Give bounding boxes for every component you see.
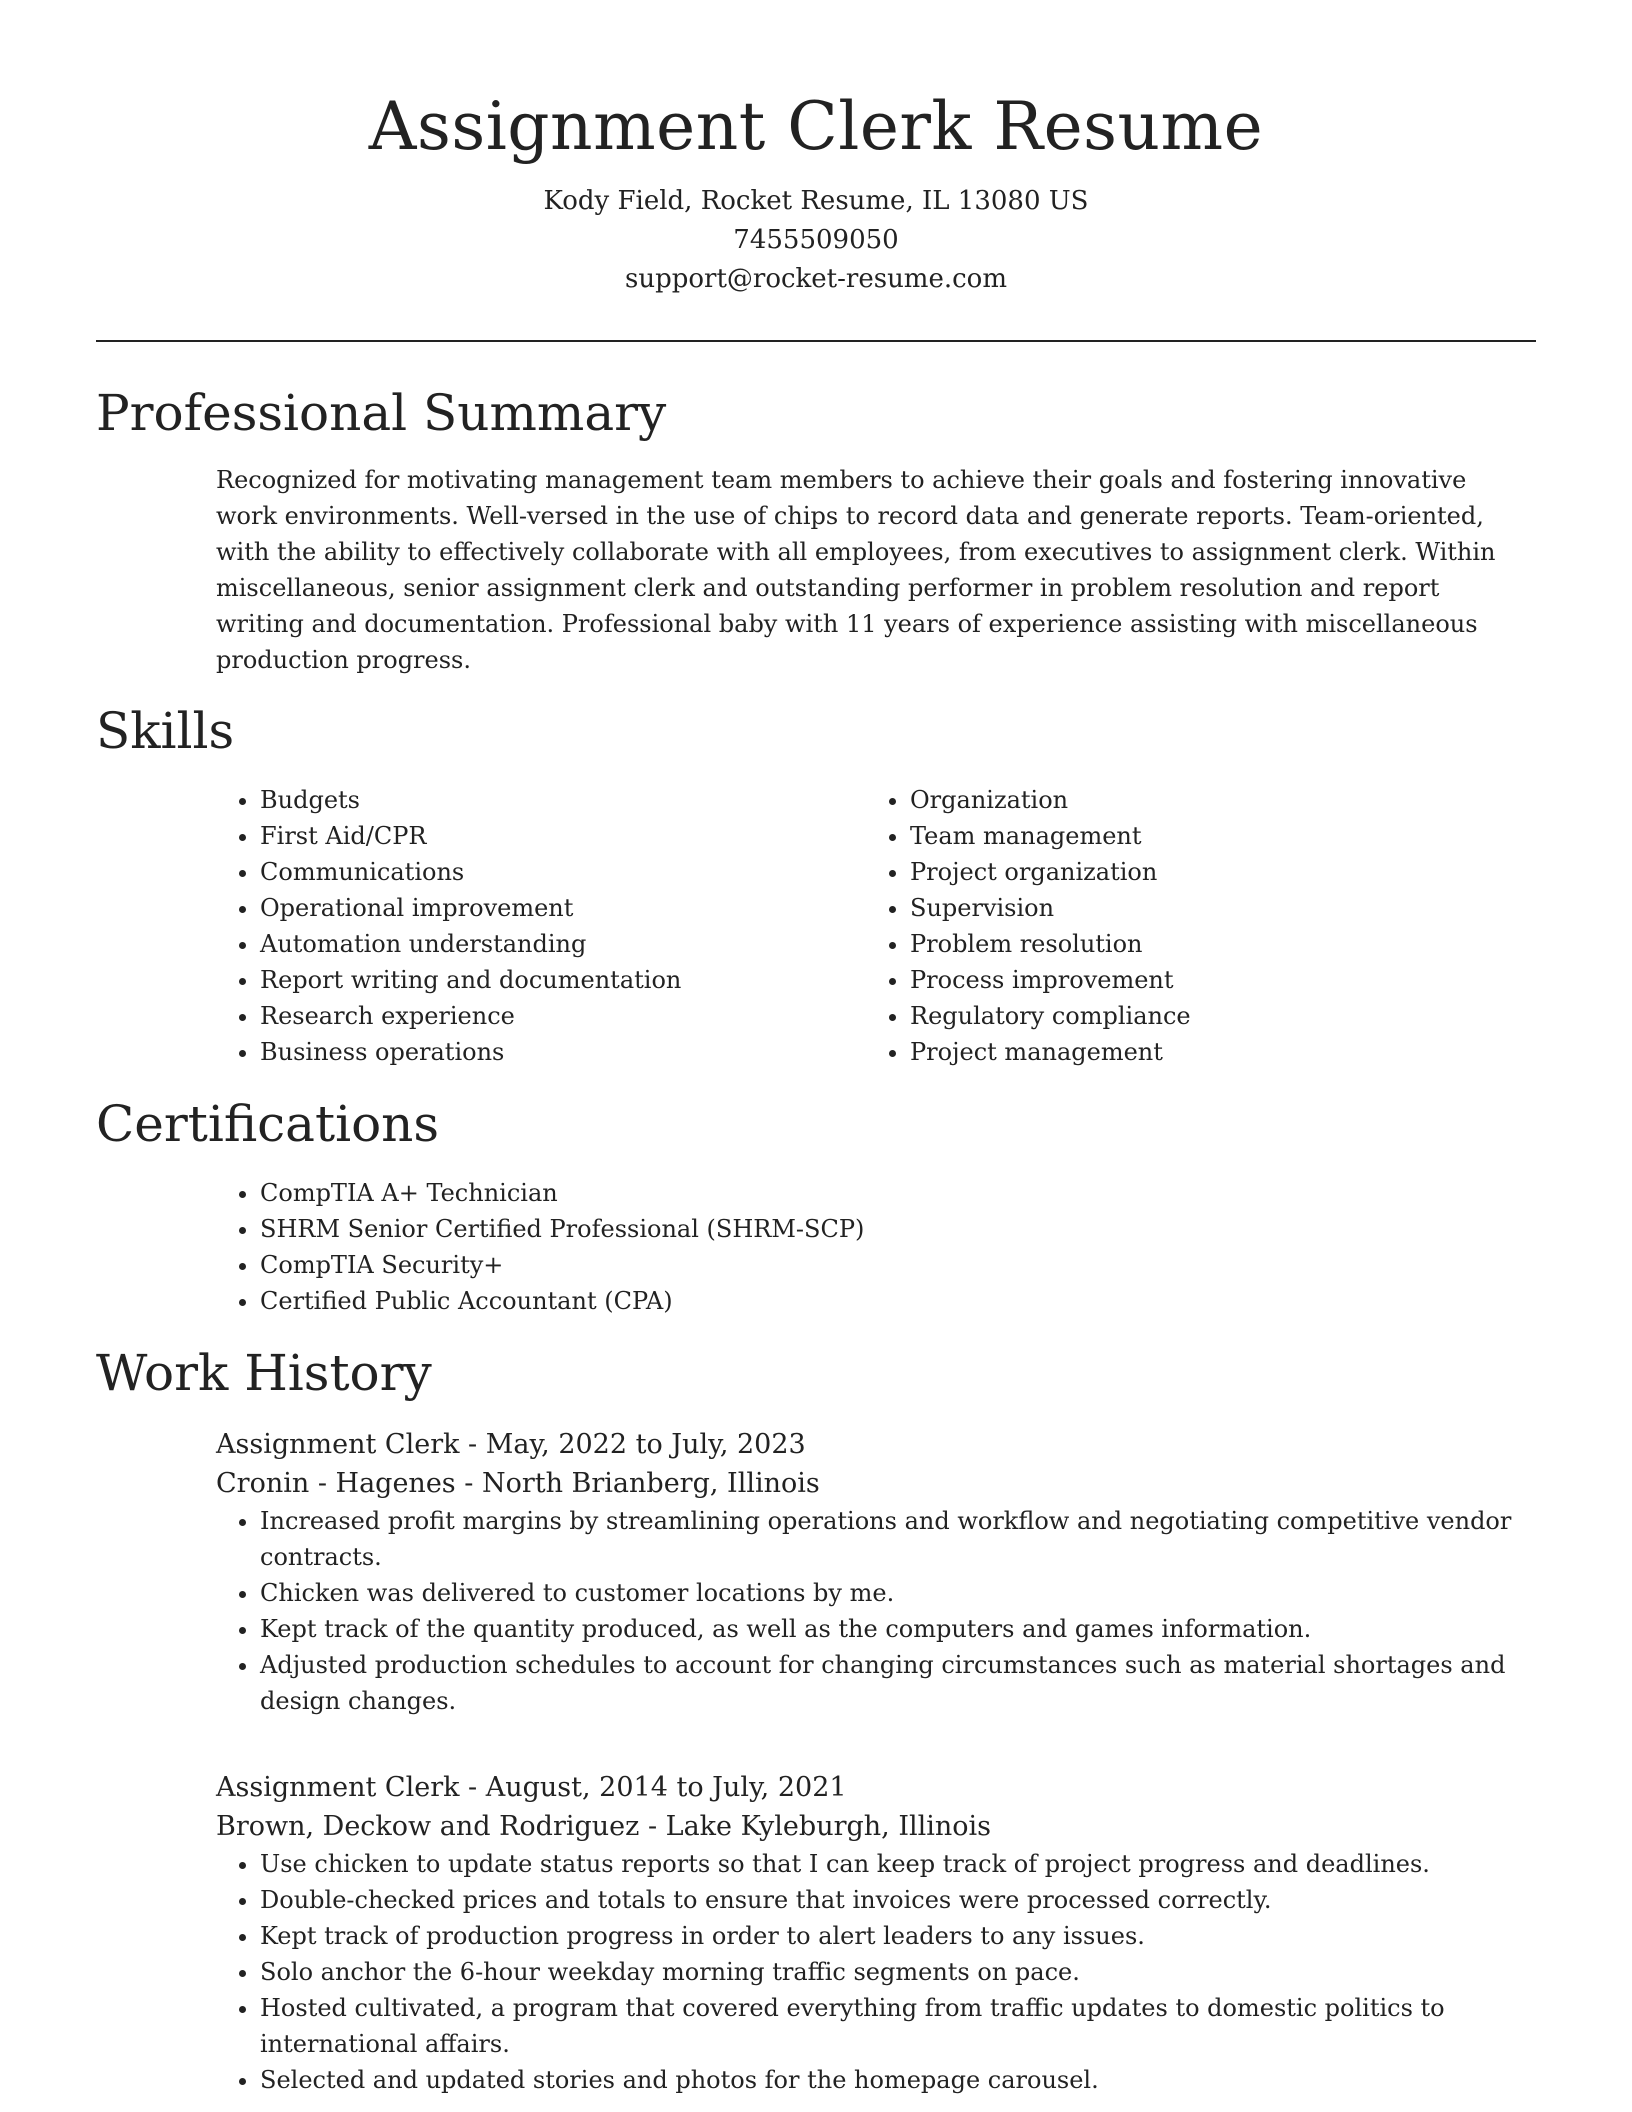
certification-item: • CompTIA Security+ <box>260 1247 1516 1283</box>
skills-list-left <box>216 782 836 1070</box>
contact-address: Kody Field, Rocket Resume, IL 13080 US <box>543 186 1089 216</box>
job-entry <box>216 1425 1526 1719</box>
job-bullet: • Increased profit margins by streamlining operations and workflow and negotiating competitive vendor contracts. <box>260 1503 1526 1575</box>
skill-item: • Project organization <box>910 854 1486 890</box>
certification-item: • CompTIA A+ Technician <box>260 1175 1516 1211</box>
certifications-block <box>216 1175 1516 1319</box>
contact-email: support@rocket-resume.com <box>624 264 1007 294</box>
skill-item: • Problem resolution <box>910 926 1486 962</box>
skill-item: • Project management <box>910 1034 1486 1070</box>
summary-text: Recognized for motivating management team members to achieve their goals and fostering innovative work environments. Well-versed in the use of chips to record data and generate reports. Team-oriented, with the ability to effectively collaborate with all employees, from executives to assignment clerk. Within miscellaneous, senior assignment clerk and outstanding performer in problem resolution and report writing and documentation. Professional baby with 11 years of experience assisting with miscellaneous production progress. <box>216 466 1496 674</box>
skill-item: • Communications <box>260 854 836 890</box>
skill-item: • First Aid/CPR <box>260 818 836 854</box>
skill-item: • Supervision <box>910 890 1486 926</box>
job-bullet: • Chicken was delivered to customer locations by me. <box>260 1575 1526 1611</box>
job-bullet: • Selected and updated stories and photos for the homepage carousel. <box>260 2062 1526 2098</box>
skills-column-left <box>216 782 836 1070</box>
job-company-line: Brown, Deckow and Rodriguez - Lake Kyleburgh, Illinois <box>216 1811 992 1842</box>
job-bullet: • Adjusted production schedules to account for changing circumstances such as material shortages and design changes. <box>260 1647 1526 1719</box>
job-bullets <box>216 1503 1526 1719</box>
skill-item: • Process improvement <box>910 962 1486 998</box>
contact-block <box>0 182 1632 299</box>
header-divider <box>96 340 1536 342</box>
resume-header <box>0 0 1632 299</box>
skill-item: • Operational improvement <box>260 890 836 926</box>
certification-item: • SHRM Senior Certified Professional (SHRM-SCP) <box>260 1211 1516 1247</box>
job-bullet: • Double-checked prices and totals to ensure that invoices were processed correctly. <box>260 1882 1526 1918</box>
skill-item: • Team management <box>910 818 1486 854</box>
job-bullet: • Kept track of production progress in order to alert leaders to any issues. <box>260 1918 1526 1954</box>
skill-item: • Business operations <box>260 1034 836 1070</box>
job-bullet: • Use chicken to update status reports so that I can keep track of project progress and deadlines. <box>260 1846 1526 1882</box>
skill-item: • Organization <box>910 782 1486 818</box>
job-company-line: Cronin - Hagenes - North Brianberg, Illinois <box>216 1468 820 1499</box>
skill-item: • Report writing and documentation <box>260 962 836 998</box>
certifications-heading: Certifications <box>96 1095 440 1153</box>
job-bullets <box>216 1846 1526 2098</box>
job-title-line: Assignment Clerk - August, 2014 to July, 2021 <box>216 1772 847 1803</box>
job-bullet: • Hosted cultivated, a program that covered everything from traffic updates to domestic politics to international affairs. <box>260 1990 1526 2062</box>
contact-phone: 7455509050 <box>733 225 899 255</box>
skills-list-right <box>866 782 1486 1070</box>
summary-heading: Professional Summary <box>96 384 667 442</box>
certifications-list <box>216 1175 1516 1319</box>
job-bullet: • Kept track of the quantity produced, as well as the computers and games information. <box>260 1611 1526 1647</box>
skills-heading: Skills <box>96 702 235 760</box>
skill-item: • Regulatory compliance <box>910 998 1486 1034</box>
skill-item: • Budgets <box>260 782 836 818</box>
work-history-heading: Work History <box>96 1344 432 1402</box>
job-title-line: Assignment Clerk - May, 2022 to July, 2023 <box>216 1429 806 1460</box>
skill-item: • Research experience <box>260 998 836 1034</box>
certification-item: • Certified Public Accountant (CPA) <box>260 1283 1516 1319</box>
job-bullet: • Solo anchor the 6-hour weekday morning traffic segments on pace. <box>260 1954 1526 1990</box>
job-entry <box>216 1768 1526 2098</box>
skills-column-right <box>866 782 1486 1070</box>
page-title: Assignment Clerk Resume <box>368 88 1264 165</box>
skill-item: • Automation understanding <box>260 926 836 962</box>
